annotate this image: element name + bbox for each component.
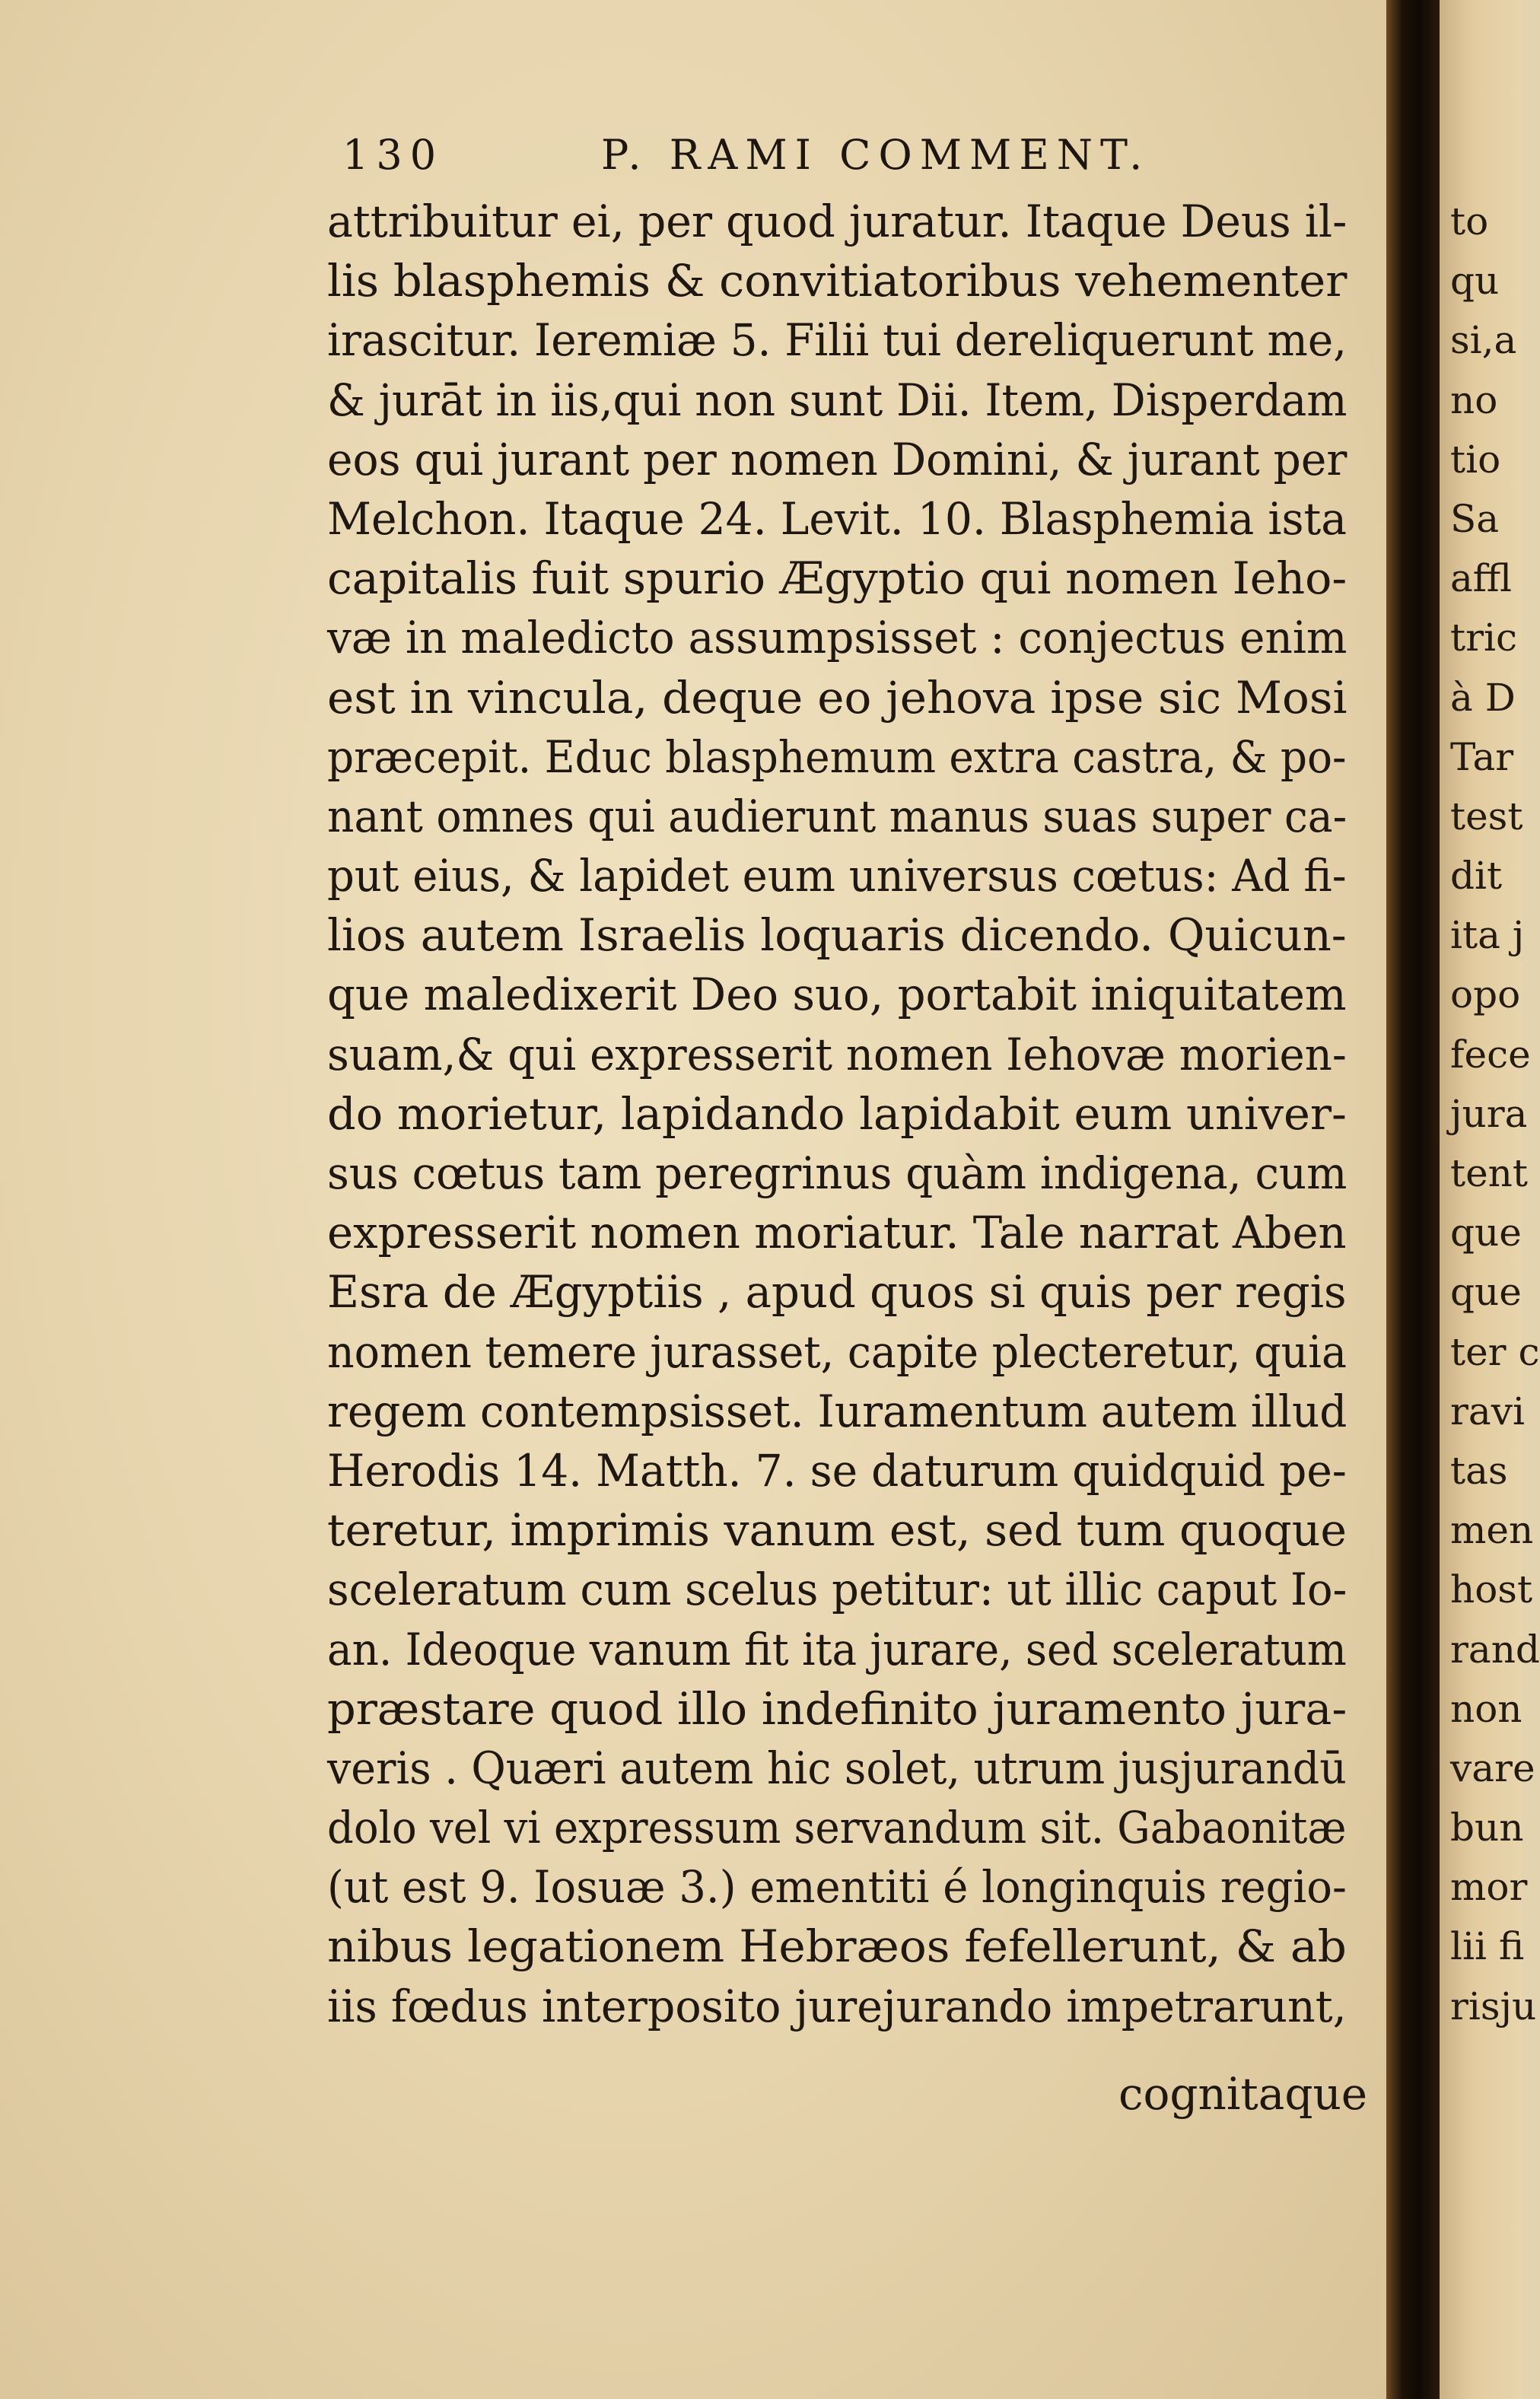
text-line: dolo vel vi expressum servandum sit. Gabaonitæ <box>327 1802 1347 1854</box>
text-line: teretur, imprimis vanum est, sed tum quoque <box>327 1504 1347 1557</box>
facing-text-line: rand <box>1450 1627 1540 1672</box>
facing-text-line: tio <box>1450 437 1501 482</box>
text-line: præstare quod illo indefinito juramento jura- <box>327 1682 1348 1735</box>
text-line: lios autem Israelis loquaris dicendo. Quicun- <box>327 909 1347 962</box>
facing-text-line: affl <box>1450 556 1513 601</box>
page-header <box>342 131 1332 192</box>
facing-page-text <box>1440 192 1540 2036</box>
facing-text-line: to <box>1450 199 1489 243</box>
facing-text-line: ita j <box>1450 913 1525 958</box>
facing-text-line: que <box>1450 1270 1522 1315</box>
text-line: capitalis fuit spurio Ægyptio qui nomen Ieho- <box>327 552 1348 605</box>
text-line: an. Ideoque vanum fit ita jurare, sed sceleratum <box>327 1623 1347 1675</box>
facing-text-line: lii fi <box>1450 1924 1525 1969</box>
text-line: sceleratum cum scelus petitur: ut illic caput Io- <box>327 1564 1348 1616</box>
facing-text-line: men <box>1450 1508 1534 1553</box>
page-number: 130 <box>342 131 444 179</box>
facing-text-line: mor <box>1450 1865 1528 1910</box>
text-line: præcepit. Educ blasphemum extra castra, & po- <box>327 730 1347 783</box>
facing-text-line: ravi <box>1450 1389 1525 1433</box>
facing-text-line: no <box>1450 377 1498 422</box>
facing-page-edge <box>1440 0 1540 2399</box>
facing-text-line: test <box>1450 794 1523 838</box>
facing-text-line: non <box>1450 1686 1522 1731</box>
text-line: eos qui jurant per nomen Domini, & jurant per <box>327 433 1348 485</box>
text-line: Esra de Ægyptiis , apud quos si quis per regis <box>327 1266 1347 1319</box>
facing-text-line: jura <box>1450 1091 1528 1136</box>
facing-text-line: à D <box>1450 675 1516 720</box>
facing-text-line: dit <box>1450 854 1503 899</box>
facing-text-line: tric <box>1450 616 1517 660</box>
facing-text-line: tent <box>1450 1151 1528 1195</box>
text-line: irascitur. Ieremiæ 5. Filii tui dereliquerunt me, <box>327 314 1347 367</box>
text-line: veris . Quæri autem hic solet, utrum jusjurandū <box>327 1742 1347 1794</box>
text-line: nomen temere jurasset, capite plecteretur, quia <box>327 1325 1347 1378</box>
running-head: P. RAMI COMMENT. <box>601 131 1150 179</box>
facing-text-line: qu <box>1450 259 1500 304</box>
text-line: que maledixerit Deo suo, portabit iniquitatem <box>327 969 1347 1021</box>
text-line: Herodis 14. Matth. 7. se daturum quidquid pe- <box>327 1444 1347 1497</box>
text-line: suam,& qui expresserit nomen Iehovæ morien- <box>327 1028 1347 1080</box>
facing-text-line: tas <box>1450 1448 1508 1493</box>
facing-text-line: si,a <box>1450 318 1517 363</box>
text-line: Melchon. Itaque 24. Levit. 10. Blasphemia ista <box>327 492 1348 545</box>
facing-text-line: fece <box>1450 1032 1531 1077</box>
text-line: regem contempsisset. Iuramentum autem illud <box>327 1385 1348 1437</box>
text-line: (ut est 9. Iosuæ 3.) ementiti é longinquis regio- <box>327 1861 1347 1914</box>
text-line: & jurāt in iis,qui non sunt Dii. Item, Disperdam <box>327 374 1348 426</box>
text-line: est in vincula, deque eo jehova ipse sic Mosi <box>327 671 1348 724</box>
facing-text-line: vare <box>1450 1745 1535 1790</box>
body-text <box>327 192 1347 2036</box>
facing-text-line: bun <box>1450 1806 1524 1850</box>
facing-text-line: que <box>1450 1211 1522 1255</box>
book-gutter <box>1386 0 1440 2399</box>
text-line: væ in maledicto assumpsisset : conjectus enim <box>327 612 1348 664</box>
facing-text-line: Tar <box>1450 734 1514 779</box>
facing-text-line: Sa <box>1450 496 1500 541</box>
catchword: cognitaque <box>1118 2068 1368 2120</box>
text-line: nant omnes qui audierunt manus suas super ca- <box>327 790 1348 842</box>
text-line: nibus legationem Hebræos fefellerunt, & ab <box>327 1920 1347 1973</box>
facing-text-line: host <box>1450 1567 1533 1612</box>
facing-text-line: risju <box>1450 1984 1537 2028</box>
text-line: sus cœtus tam peregrinus quàm indigena, cum <box>327 1147 1348 1199</box>
facing-text-line: opo <box>1450 972 1521 1017</box>
text-line: do morietur, lapidando lapidabit eum univer- <box>327 1087 1347 1140</box>
text-line: expresserit nomen moriatur. Tale narrat Aben <box>327 1207 1347 1259</box>
text-line: lis blasphemis & convitiatoribus vehementer <box>327 255 1348 307</box>
text-line: put eius, & lapidet eum universus cœtus: Ad fi- <box>327 850 1347 902</box>
text-line: attribuitur ei, per quod juratur. Itaque Deus il- <box>327 196 1348 247</box>
facing-text-line: ter c <box>1450 1329 1540 1374</box>
text-line: iis fœdus interposito jurejurando impetrarunt, <box>327 1980 1347 2032</box>
